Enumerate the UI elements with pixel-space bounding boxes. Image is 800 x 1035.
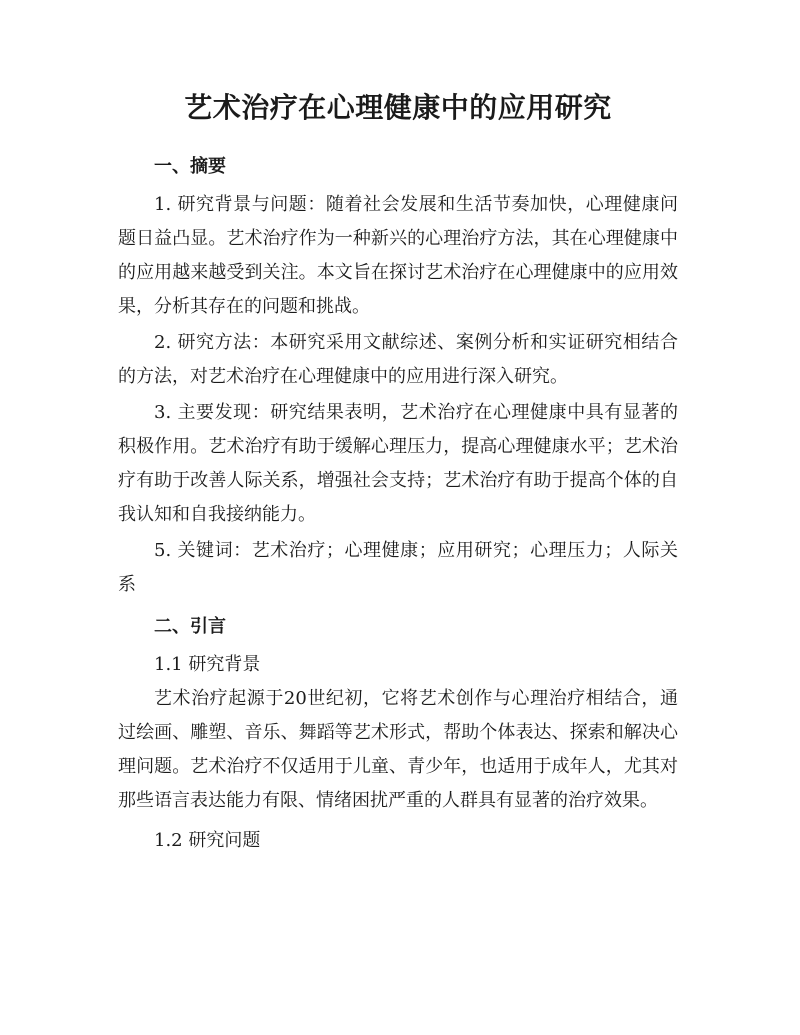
subsection-heading-questions: 1.2 研究问题 (154, 830, 261, 851)
section-heading-abstract: 一、摘要 (154, 156, 226, 177)
abstract-item-findings: 3. 主要发现：研究结果表明，艺术治疗在心理健康中具有显著的积极作用。艺术治疗有助于缓解心理压力，提高心理健康水平；艺术治疗有助于改善人际关系，增强社会支持；艺术治疗有助于提高个体的自我认知和自我接纳能力。 (118, 402, 678, 525)
document-title: 艺术治疗在心理健康中的应用研究 (184, 91, 612, 124)
section-heading-introduction: 二、引言 (154, 616, 226, 637)
document-page (118, 88, 678, 858)
abstract-item-background: 1. 研究背景与问题：随着社会发展和生活节奏加快，心理健康问题日益凸显。艺术治疗作为一种新兴的心理治疗方法，其在心理健康中的应用越来越受到关注。本文旨在探讨艺术治疗在心理健康中的应用效果，分析其存在的问题和挑战。 (118, 194, 678, 317)
abstract-item-method: 2. 研究方法：本研究采用文献综述、案例分析和实证研究相结合的方法，对艺术治疗在心理健康中的应用进行深入研究。 (118, 332, 678, 387)
subsection-heading-background: 1.1 研究背景 (154, 654, 261, 675)
abstract-item-keywords: 5. 关键词：艺术治疗；心理健康；应用研究；心理压力；人际关系 (118, 540, 678, 595)
background-paragraph: 艺术治疗起源于20世纪初，它将艺术创作与心理治疗相结合，通过绘画、雕塑、音乐、舞蹈等艺术形式，帮助个体表达、探索和解决心理问题。艺术治疗不仅适用于儿童、青少年，也适用于成年人，尤其对那些语言表达能力有限、情绪困扰严重的人群具有显著的治疗效果。 (118, 688, 678, 811)
